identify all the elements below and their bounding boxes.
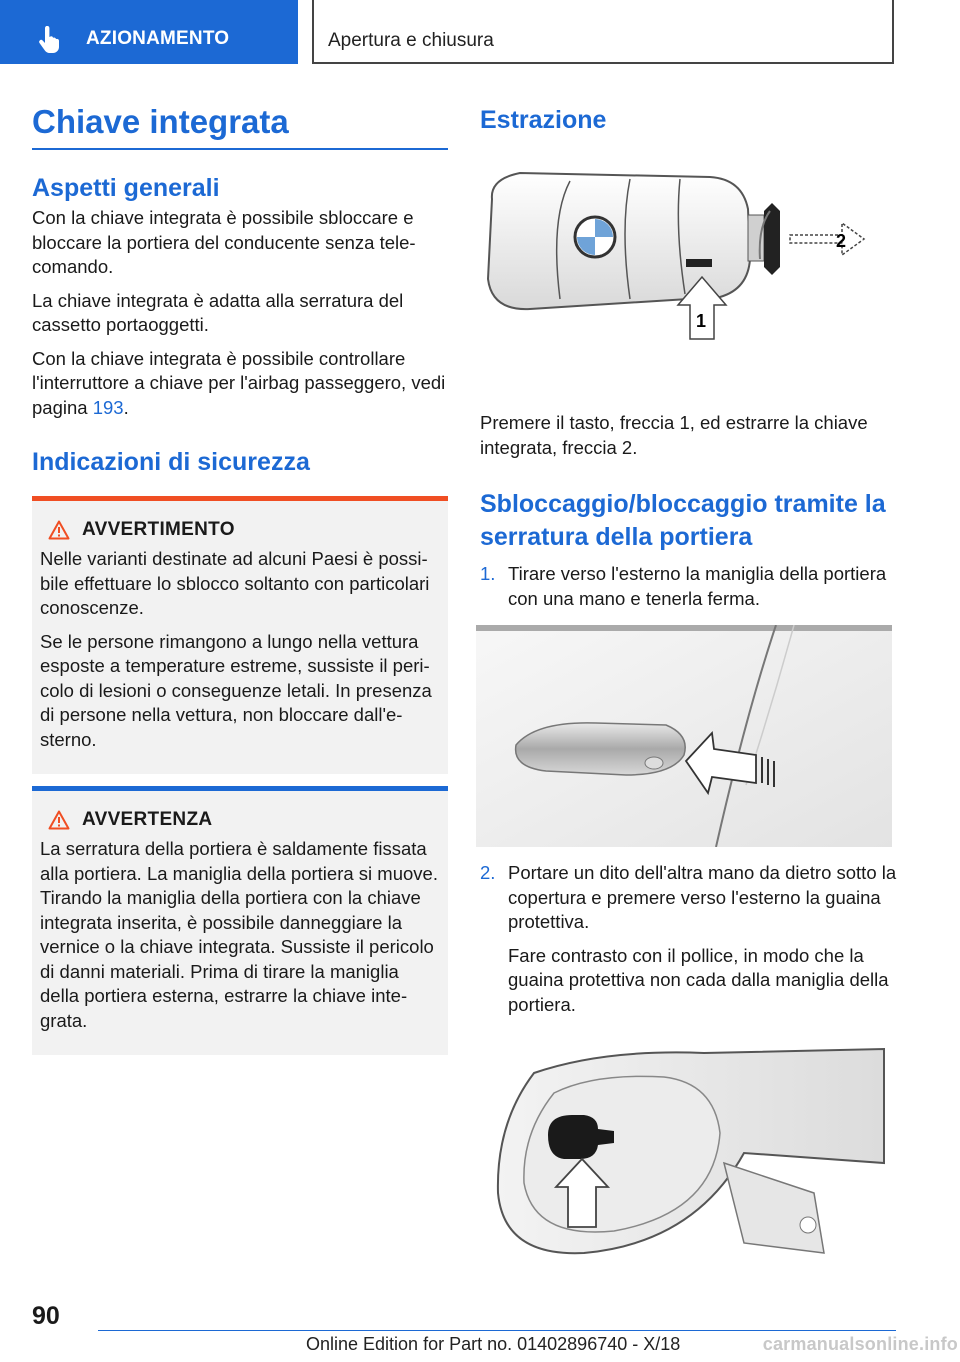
caution-title-row xyxy=(40,809,440,831)
step-2 xyxy=(480,861,898,1017)
warning-triangle-icon xyxy=(48,810,70,830)
step-1-text: Tirare verso l'esterno la maniglia della portiera con una mano e tenerla ferma. xyxy=(508,563,887,609)
extract-heading: Estrazione xyxy=(480,106,607,134)
watermark-text: carmanualsonline.info xyxy=(762,1334,958,1354)
door-handle-illustration xyxy=(476,625,892,847)
key-extraction-illustration xyxy=(480,139,890,369)
extract-paragraph: Premere il tasto, freccia 1, ed estrarre la chiave integrata, freccia 2. xyxy=(480,412,868,458)
step-2-number: 2. xyxy=(480,862,496,883)
warning-paragraph-1: Nelle varianti destinate ad alcuni Paesi è possi-bile effettuare lo sblocco soltanto con particolari conoscenze. xyxy=(40,548,430,618)
section-tab[interactable] xyxy=(0,0,298,64)
warning-triangle-icon xyxy=(48,520,70,540)
warning-box xyxy=(32,496,448,774)
page-number: 90 xyxy=(32,1302,60,1330)
caution-box xyxy=(32,786,448,1055)
warning-paragraph-2: Se le persone rimangono a lungo nella vettura esposte a temperature estreme, sussiste il peri-colo di lesioni o conseguenze letali. In presenza di persone nella vettura, non bloccare dall'e-sterno. xyxy=(40,630,432,750)
page-title: Chiave integrata xyxy=(32,100,448,150)
general-paragraph-3-end: . xyxy=(123,396,129,418)
footer-rule xyxy=(98,1330,896,1331)
step-2-extra-text: Fare contrasto con il pollice, in modo che la guaina protettiva non cada dalla maniglia della portiera. xyxy=(508,944,889,1015)
lock-heading: Sbloccaggio/bloccaggio tramite la serratura della portiera xyxy=(480,490,886,551)
footer-edition: Online Edition for Part no. 01402896740 - X/18 xyxy=(306,1334,681,1354)
step-2-text: Portare un dito dell'altra mano da dietro sotto la copertura e premere verso l'esterno la guaina protettiva. xyxy=(508,862,897,932)
general-paragraph-3-text: Con la chiave integrata è possibile controllare l'interruttore a chiave per l'airbag passeggero, vedi pagina xyxy=(32,347,446,418)
section-label: AZIONAMENTO xyxy=(86,28,230,49)
chapter-header xyxy=(312,0,894,64)
general-paragraph-3 xyxy=(32,347,448,421)
safety-heading: Indicazioni di sicurezza xyxy=(32,448,310,476)
step-1-number: 1. xyxy=(480,563,496,584)
general-paragraph-2: La chiave integrata è adatta alla serratura del cassetto portaoggetti. xyxy=(32,289,404,335)
right-column xyxy=(480,100,898,1263)
left-column xyxy=(32,100,448,1055)
caution-title: AVVERTENZA xyxy=(82,809,213,830)
callout-1: 1 xyxy=(696,311,707,331)
general-paragraph-1: Con la chiave integrata è possibile sbloccare e bloccare la portiera del conducente senza tele-comando. xyxy=(32,207,416,277)
warning-title: AVVERTIMENTO xyxy=(82,519,235,540)
caution-paragraph: La serratura della portiera è saldamente fissata alla portiera. La maniglia della portiera si muove. Tirando la maniglia della portiera con la chiave integrata inserita, è possibile danneggiare la vernice o la chiave integrata. Sussiste il pericolo di danni materiali. Prima di tirare la maniglia della portiera esterna, estrarre la chiave inte-grata. xyxy=(40,838,438,1031)
protective-sleeve-illustration xyxy=(494,1043,894,1263)
page-link-193[interactable]: 193 xyxy=(92,396,124,418)
warning-title-row xyxy=(40,519,440,541)
general-heading: Aspetti generali xyxy=(32,174,220,202)
hand-pointer-icon xyxy=(38,26,64,54)
chapter-label: Apertura e chiusura xyxy=(328,30,494,51)
callout-2: 2 xyxy=(836,231,847,251)
step-1 xyxy=(480,562,898,611)
